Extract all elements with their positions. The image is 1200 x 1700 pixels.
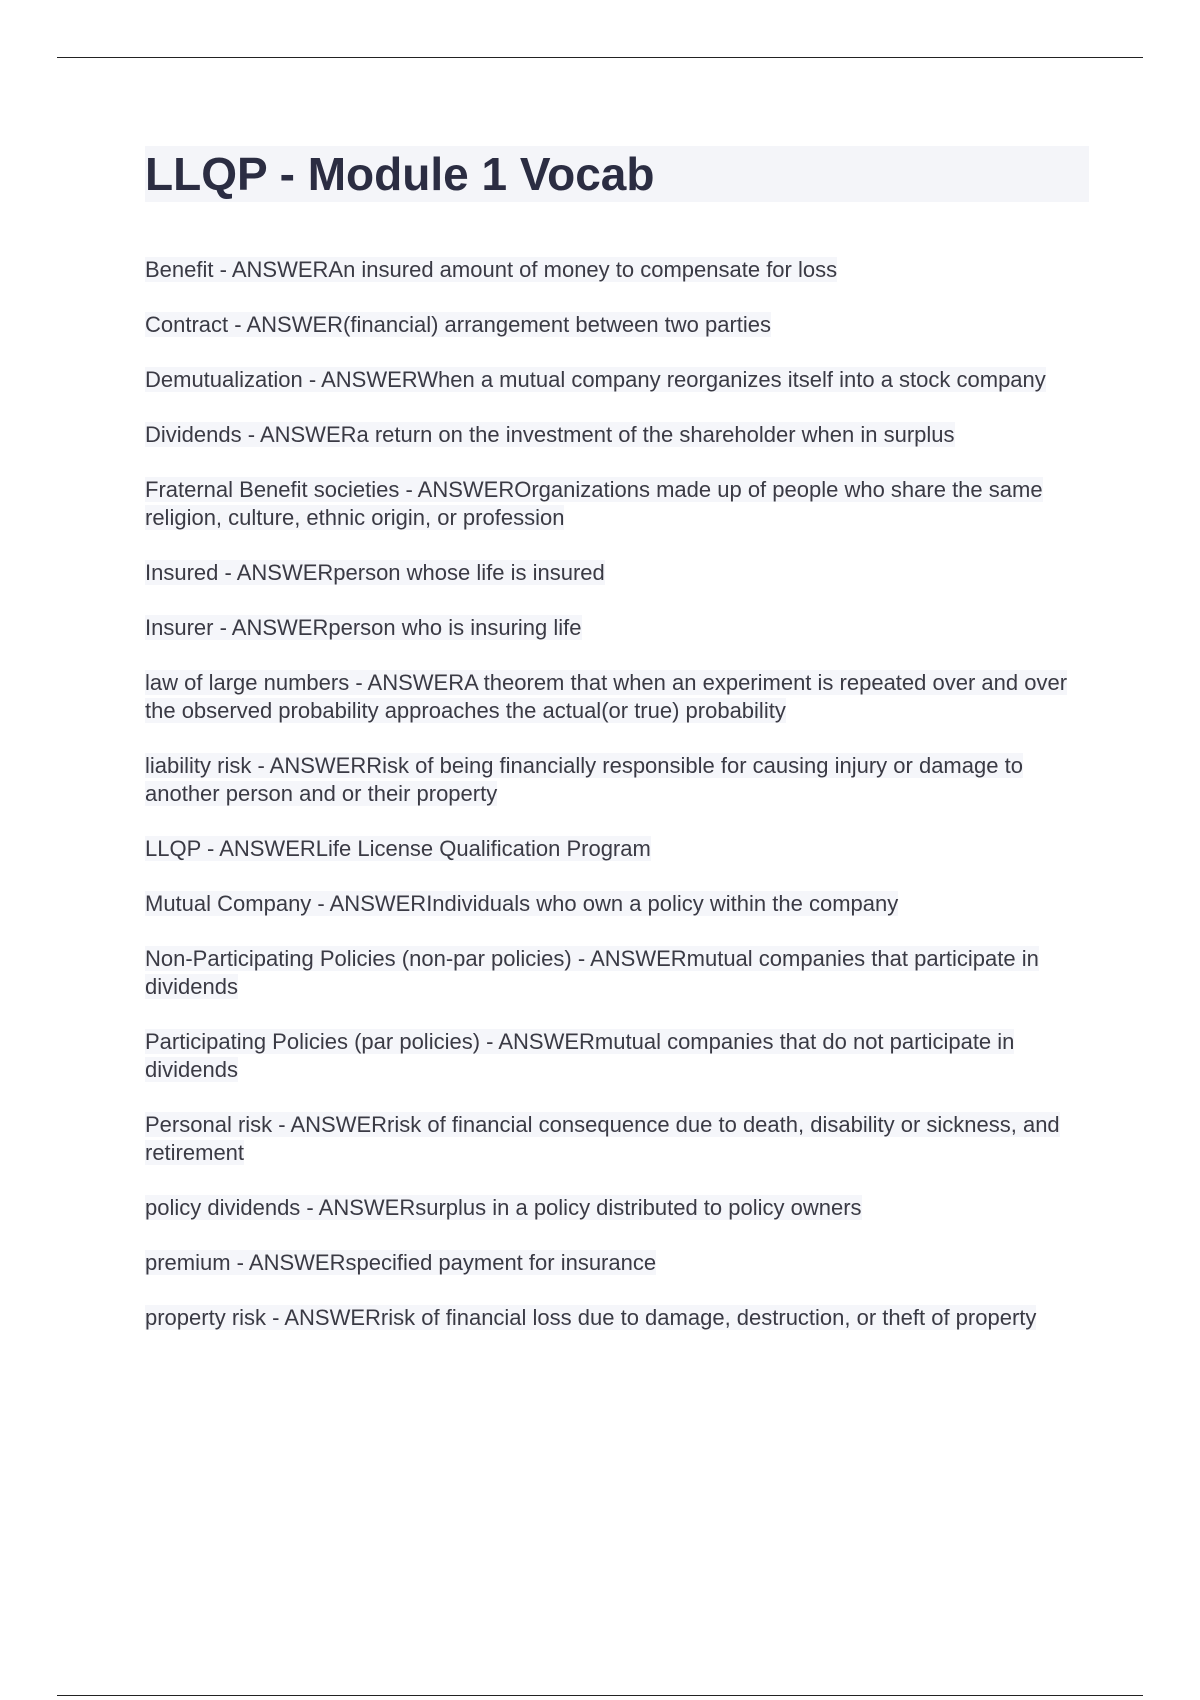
vocab-entry — [145, 476, 1089, 532]
vocab-entry — [145, 752, 1089, 808]
vocab-entry — [145, 311, 1089, 339]
vocab-entry-text: Dividends - ANSWERa return on the investment of the shareholder when in surplus — [145, 422, 955, 447]
vocab-entry — [145, 559, 1089, 587]
vocab-entry-text: LLQP - ANSWERLife License Qualification Program — [145, 836, 651, 861]
vocab-entry-text: Fraternal Benefit societies - ANSWEROrganizations made up of people who share the same religion, culture, ethnic origin, or profession — [145, 477, 1043, 530]
title-banner — [145, 146, 1089, 202]
vocab-entry — [145, 1028, 1089, 1084]
vocab-entry-text: policy dividends - ANSWERsurplus in a policy distributed to policy owners — [145, 1195, 862, 1220]
vocab-entry-text: Non-Participating Policies (non-par policies) - ANSWERmutual companies that participate in dividends — [145, 946, 1039, 999]
vocab-entry-text: premium - ANSWERspecified payment for insurance — [145, 1250, 657, 1275]
vocab-entry-text: Participating Policies (par policies) - ANSWERmutual companies that do not participate in dividends — [145, 1029, 1015, 1082]
top-divider — [57, 57, 1143, 58]
vocab-entry — [145, 1111, 1089, 1167]
vocab-list — [145, 256, 1089, 1359]
vocab-entry-text: law of large numbers - ANSWERA theorem that when an experiment is repeated over and over the observed probability approaches the actual(or true) probability — [145, 670, 1068, 723]
vocab-entry — [145, 1249, 1089, 1277]
page-title: LLQP - Module 1 Vocab — [145, 148, 655, 200]
vocab-entry-text: Mutual Company - ANSWERIndividuals who own a policy within the company — [145, 891, 899, 916]
vocab-entry-text: Demutualization - ANSWERWhen a mutual company reorganizes itself into a stock company — [145, 367, 1046, 392]
vocab-entry — [145, 614, 1089, 642]
vocab-entry-text: Personal risk - ANSWERrisk of financial consequence due to death, disability or sickness, and retirement — [145, 1112, 1060, 1165]
vocab-entry — [145, 421, 1089, 449]
vocab-entry-text: property risk - ANSWERrisk of financial loss due to damage, destruction, or theft of property — [145, 1305, 1037, 1330]
vocab-entry-text: liability risk - ANSWERRisk of being financially responsible for causing injury or damage to another person and or their property — [145, 753, 1023, 806]
vocab-entry — [145, 835, 1089, 863]
vocab-entry-text: Insurer - ANSWERperson who is insuring life — [145, 615, 582, 640]
vocab-entry — [145, 366, 1089, 394]
vocab-entry-text: Benefit - ANSWERAn insured amount of money to compensate for loss — [145, 257, 838, 282]
vocab-entry — [145, 256, 1089, 284]
vocab-entry — [145, 669, 1089, 725]
vocab-entry — [145, 945, 1089, 1001]
vocab-entry — [145, 890, 1089, 918]
vocab-entry — [145, 1304, 1089, 1332]
vocab-entry — [145, 1194, 1089, 1222]
vocab-entry-text: Insured - ANSWERperson whose life is insured — [145, 560, 605, 585]
vocab-entry-text: Contract - ANSWER(financial) arrangement between two parties — [145, 312, 772, 337]
bottom-divider — [57, 1695, 1143, 1696]
